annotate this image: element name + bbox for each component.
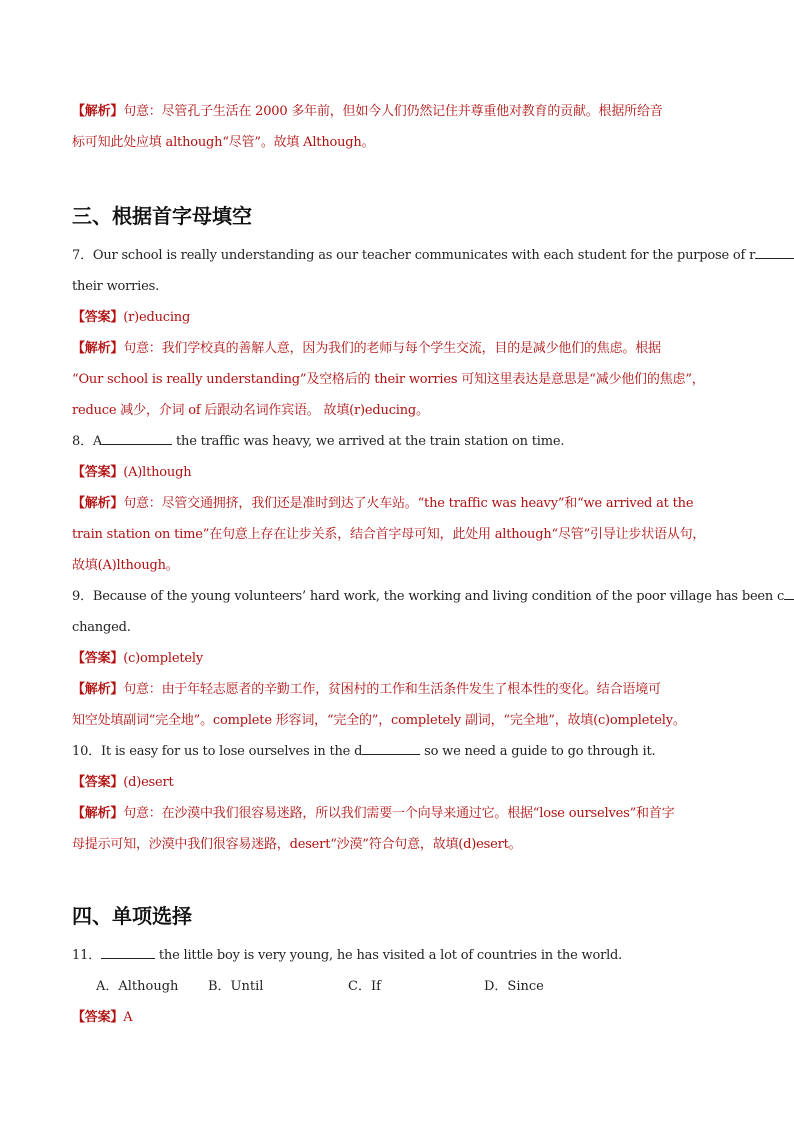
question-text: changed. [72, 620, 131, 635]
analysis-line [72, 674, 724, 705]
document-page [72, 96, 785, 1033]
answer-line [72, 302, 724, 333]
analysis-tag: 【解析】 [72, 496, 124, 511]
question-text: so we need a guide to go through it. [420, 744, 656, 759]
answer-line [72, 767, 724, 798]
question-text: their worries. [72, 279, 160, 294]
analysis-text: reduce 减少，介词 of 后跟动名词作宾语。 故填(r)educing。 [72, 403, 429, 418]
option-c: C．If [348, 979, 381, 994]
analysis-line [72, 488, 724, 519]
answer-blank [101, 944, 155, 959]
answer-tag: 【答案】 [72, 465, 124, 480]
analysis-line [72, 96, 724, 127]
answer-blank [784, 585, 794, 600]
answer-tag: 【答案】 [72, 1010, 124, 1025]
question-text: 10．It is easy for us to lose ourselves in the d [72, 744, 363, 759]
answer-blank [102, 430, 172, 445]
analysis-tag: 【解析】 [72, 682, 124, 697]
answer-text: A [123, 1010, 133, 1025]
analysis-text: 标可知此处应填 although“尽管”。故填 Although。 [72, 135, 375, 150]
answer-text: (c)ompletely [123, 651, 203, 666]
answer-line [72, 1002, 724, 1033]
question-11 [72, 940, 724, 971]
question-10 [72, 736, 724, 767]
section-heading-3: 三、根据首字母填空 [72, 204, 252, 228]
analysis-text: 知空处填副词“完全地”。complete 形容词，“完全的”，completely 副词，“完全地”，故填(c)ompletely。 [72, 713, 686, 728]
question-text: 9．Because of the young volunteers’ hard work, the working and living condition of the poor village has been c [72, 589, 785, 604]
option-d: D．Since [484, 979, 544, 994]
question-text: 7．Our school is really understanding as our teacher communicates with each student for the purpose of r [72, 248, 756, 263]
question-text: the traffic was heavy, we arrived at the train station on time. [172, 434, 565, 449]
analysis-line [72, 333, 724, 364]
answer-tag: 【答案】 [72, 775, 124, 790]
answer-line [72, 643, 724, 674]
analysis-text: 故填(A)lthough。 [72, 558, 179, 573]
analysis-text: “Our school is really understanding”及空格后的 their worries 可知这里表达是意思是“减少他们的焦虑”， [72, 372, 705, 387]
answer-line [72, 457, 724, 488]
answer-text: (A)lthough [123, 465, 192, 480]
option-a: A．Although [96, 979, 179, 994]
analysis-tag: 【解析】 [72, 806, 124, 821]
question-8 [72, 426, 724, 457]
question-9 [72, 581, 785, 612]
question-7 [72, 240, 756, 271]
analysis-text: train station on time”在句意上存在让步关系，结合首字母可知，此处用 although“尽管”引导让步状语从句， [72, 527, 706, 542]
answer-text: (r)educing [123, 310, 191, 325]
analysis-line [72, 798, 724, 829]
question-text: 11． [72, 948, 101, 963]
answer-text: (d)esert [123, 775, 174, 790]
option-b: B．Until [208, 979, 264, 994]
section-heading-4: 四、单项选择 [72, 904, 192, 928]
analysis-text: 句意：尽管交通拥挤，我们还是准时到达了火车站。“the traffic was heavy”和“we arrived at the [123, 496, 694, 511]
analysis-text: 母提示可知，沙漠中我们很容易迷路，desert“沙漠”符合句意，故填(d)esert。 [72, 837, 522, 852]
options-row [72, 971, 724, 1002]
answer-tag: 【答案】 [72, 310, 124, 325]
answer-blank [755, 244, 794, 259]
question-text: 8．A [72, 434, 103, 449]
question-text: the little boy is very young, he has visited a lot of countries in the world. [154, 948, 623, 963]
analysis-text: 句意：由于年轻志愿者的辛勤工作，贫困村的工作和生活条件发生了根本性的变化。结合语境可 [123, 682, 661, 697]
analysis-text: 句意：尽管孔子生活在 2000 多年前，但如今人们仍然记住并尊重他对教育的贡献。根据所给音 [123, 104, 663, 119]
analysis-tag: 【解析】 [72, 341, 124, 356]
answer-blank [362, 740, 420, 755]
analysis-text: 句意：我们学校真的善解人意，因为我们的老师与每个学生交流，目的是减少他们的焦虑。根据 [123, 341, 661, 356]
answer-tag: 【答案】 [72, 651, 124, 666]
analysis-tag: 【解析】 [72, 104, 124, 119]
analysis-text: 句意：在沙漠中我们很容易迷路，所以我们需要一个向导来通过它。根据“lose ourselves”和首字 [123, 806, 675, 821]
